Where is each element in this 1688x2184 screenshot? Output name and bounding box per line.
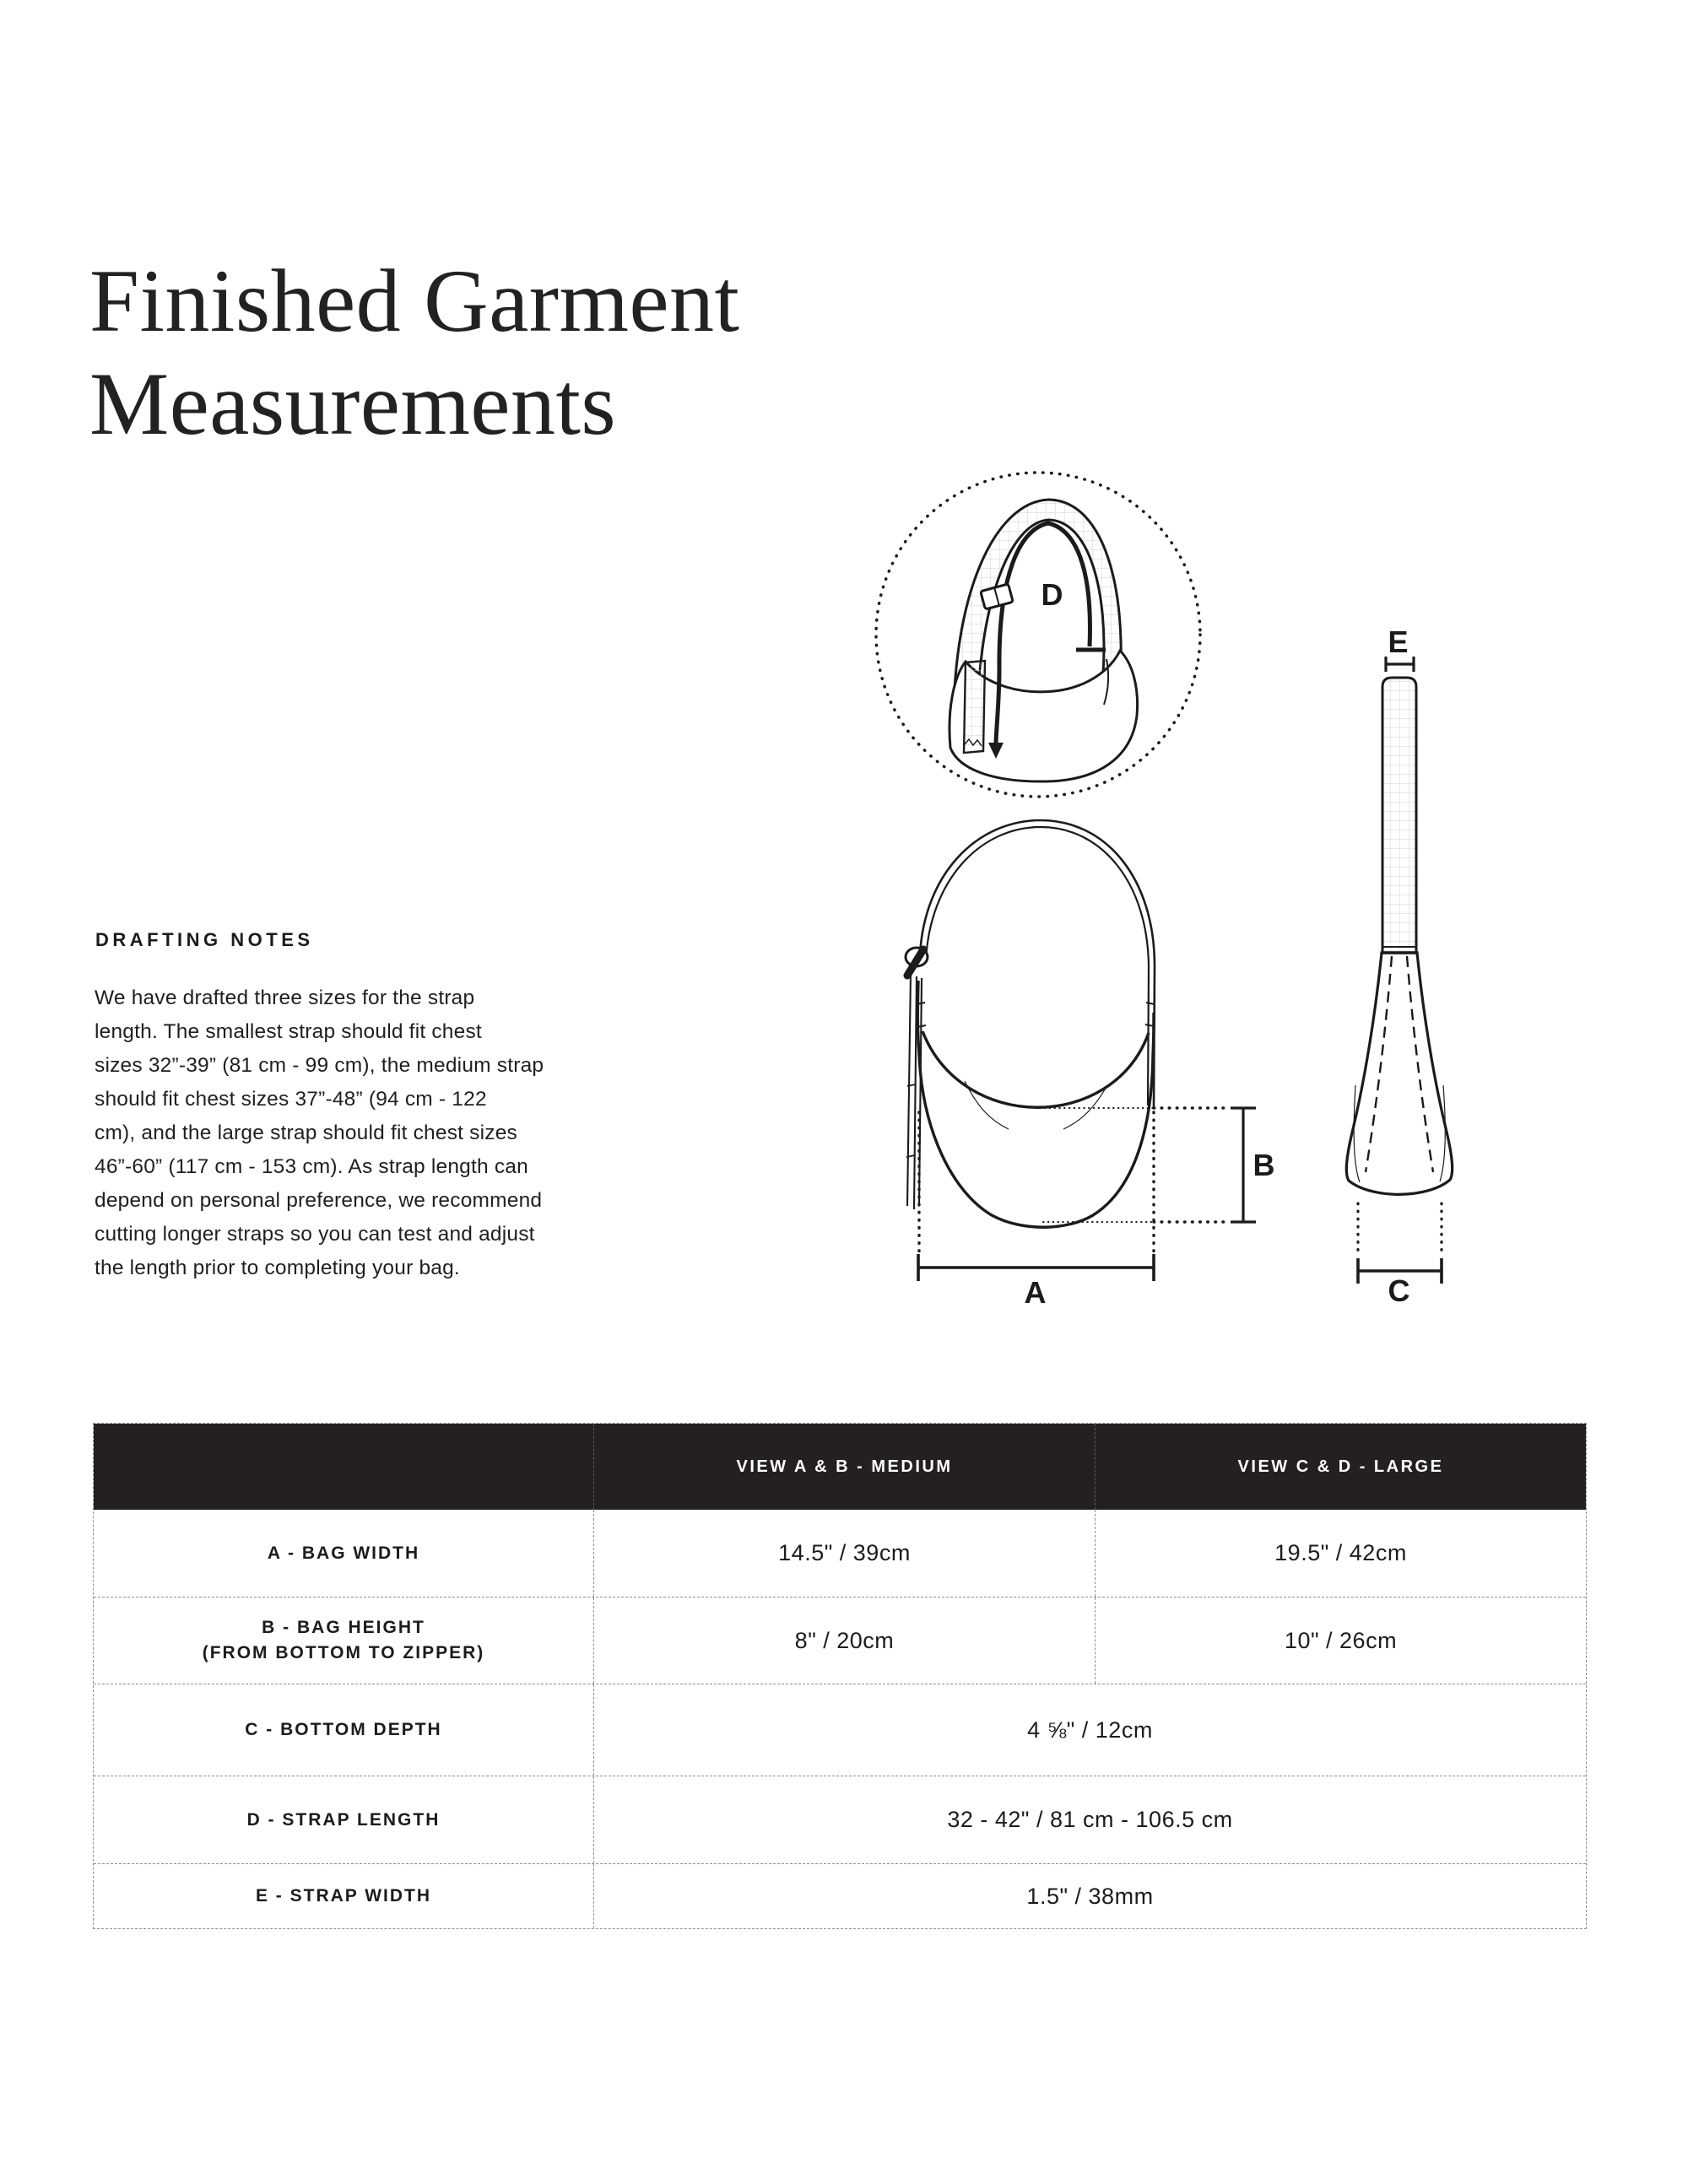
row-label: C - BOTTOM DEPTH	[245, 1720, 442, 1739]
header-cell-blank	[94, 1424, 593, 1510]
measurements-table-header	[94, 1424, 1586, 1510]
strap-tail	[964, 661, 985, 753]
strap-arch-inner	[926, 827, 1149, 1106]
page-title-line2: Measurements	[89, 354, 617, 453]
page-title	[89, 250, 740, 456]
table-row-strap-width	[94, 1863, 1586, 1928]
table-row-strap-length	[94, 1776, 1586, 1863]
row-value-medium: 8" / 20cm	[794, 1627, 895, 1653]
label-c: C	[1388, 1273, 1411, 1308]
strap-detail-diagram	[869, 466, 1207, 803]
guide-dots	[919, 1108, 1227, 1251]
label-d: D	[1041, 577, 1064, 612]
measurements-table	[93, 1423, 1587, 1929]
depth-guide-dots	[1358, 1203, 1442, 1255]
seam-tick-marks	[917, 1003, 1155, 1027]
side-profile-outline	[1346, 953, 1452, 1194]
row-label: E - STRAP WIDTH	[255, 1886, 432, 1906]
row-label: A - BAG WIDTH	[267, 1543, 420, 1563]
row-value-large: 19.5" / 42cm	[1274, 1540, 1407, 1565]
row-value-shared: 4 ⅝" / 12cm	[1027, 1716, 1153, 1743]
bag-front-view-diagram	[878, 802, 1300, 1342]
zipper-curve	[922, 1031, 1149, 1107]
row-label: B - BAG HEIGHT	[262, 1618, 425, 1637]
table-row-bag-width	[94, 1510, 1586, 1597]
label-a: A	[1024, 1275, 1047, 1310]
row-value-large: 10" / 26cm	[1284, 1627, 1398, 1653]
header-cell-medium: VIEW A & B - MEDIUM	[736, 1457, 953, 1476]
bag-side-view-diagram	[1325, 616, 1553, 1308]
row-value-shared: 1.5" / 38mm	[1026, 1883, 1154, 1909]
bag-outline	[917, 981, 1154, 1227]
guide-dots-fine	[1040, 1108, 1154, 1222]
page-title-line1: Finished Garment	[89, 251, 740, 350]
row-label: D - STRAP LENGTH	[246, 1809, 441, 1830]
label-b: B	[1252, 1148, 1276, 1182]
row-value-shared: 32 - 42" / 81 cm - 106.5 cm	[947, 1807, 1233, 1832]
label-e: E	[1388, 624, 1409, 659]
row-sublabel: (FROM BOTTOM TO ZIPPER)	[202, 1643, 485, 1662]
strap-arch-outer	[920, 820, 1155, 1107]
row-value-medium: 14.5" / 39cm	[778, 1540, 911, 1565]
strap-webbing	[1382, 678, 1416, 953]
drafting-notes-paragraph: We have drafted three sizes for the strap length. The smallest strap should fit chest sizes 32”-39” (81 cm - 99 cm), the medium strap should fit chest sizes 37”-48” (94 cm - 122 cm), and the large strap should fit chest sizes 46”-60” (117 cm - 153 cm). As strap length can depend on personal preference, we recommend cutting longer straps so you can test and adjust the length prior to completing your bag.	[95, 987, 544, 1279]
header-cell-large: VIEW C & D - LARGE	[1237, 1457, 1444, 1476]
table-row-bag-height	[94, 1597, 1586, 1684]
pouch-crease-lines	[965, 1081, 1107, 1129]
table-row-bottom-depth	[94, 1684, 1586, 1776]
drafting-notes-heading: DRAFTING NOTES	[95, 929, 314, 950]
